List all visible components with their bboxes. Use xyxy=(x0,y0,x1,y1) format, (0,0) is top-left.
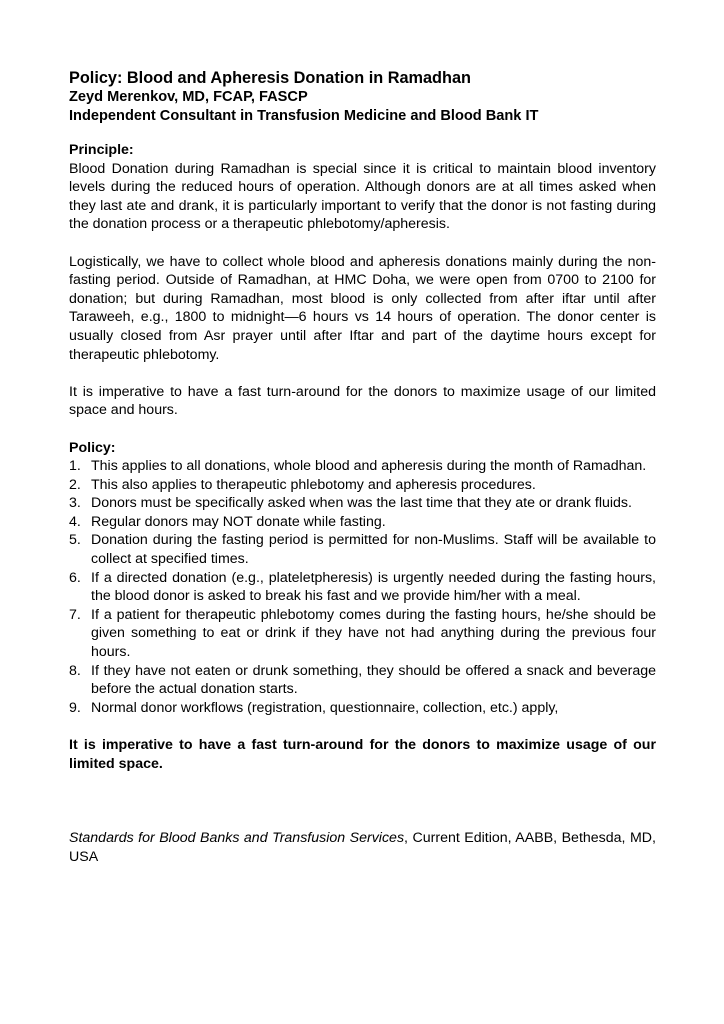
policy-item xyxy=(69,494,656,513)
item-text: If a patient for therapeutic phlebotomy comes during the fasting hours, he/she should be given something to eat or drink if they have not had anything during the previous four hours. xyxy=(91,606,656,661)
item-number: 4. xyxy=(69,513,81,530)
item-number: 1. xyxy=(69,458,81,475)
policy-item xyxy=(69,531,656,568)
policy-item xyxy=(69,569,656,606)
policy-item xyxy=(69,699,656,718)
item-number: 8. xyxy=(69,662,81,679)
policy-item xyxy=(69,513,656,532)
reference-citation xyxy=(69,829,656,866)
item-text: Donation during the fasting period is permitted for non-Muslims. Staff will be available to collect at specified times. xyxy=(91,532,656,568)
policy-list xyxy=(69,457,656,717)
item-text: Regular donors may NOT donate while fasting. xyxy=(91,513,386,530)
reference-details: , Current Edition, AABB, Bethesda, MD, USA xyxy=(69,829,656,865)
principle-paragraph-1: Blood Donation during Ramadhan is special since it is critical to maintain blood inventory levels during the reduced hours of operation. Although donors are at all times asked when they last ate and drank, it is particularly important to verify that the donor is not fasting during the donation process or a therapeutic phlebotomy/apheresis. xyxy=(69,160,656,233)
item-text: This applies to all donations, whole blood and apheresis during the month of Ramadhan. xyxy=(91,458,647,475)
item-number: 9. xyxy=(69,699,81,716)
principle-paragraph-2: Logistically, we have to collect whole blood and apheresis donations mainly during the non-fasting period. Outside of Ramadhan, at HMC Doha, we were open from 0700 to 2100 for donation; but during Ramadhan, most blood is only collected from after iftar until after Taraweeh, e.g., 1800 to midnight—6 hours vs 14 hours of operation. The donor center is usually closed from Asr prayer until after Iftar and part of the daytime hours except for therapeutic phlebotomy. xyxy=(69,253,656,363)
principle-heading: Principle: xyxy=(69,142,134,158)
document-title: Policy: Blood and Apheresis Donation in Ramadhan xyxy=(69,69,471,87)
item-text: Donors must be specifically asked when was the last time that they ate or drank fluids. xyxy=(91,495,632,512)
policy-item xyxy=(69,457,656,476)
item-number: 5. xyxy=(69,532,81,549)
item-number: 3. xyxy=(69,495,81,512)
document-page xyxy=(69,69,656,866)
author-line: Zeyd Merenkov, MD, FCAP, FASCP xyxy=(69,89,308,105)
policy-item xyxy=(69,606,656,662)
closing-note: It is imperative to have a fast turn-around for the donors to maximize usage of our limited space. xyxy=(69,737,656,772)
policy-item xyxy=(69,476,656,495)
item-number: 2. xyxy=(69,476,81,493)
policy-item xyxy=(69,662,656,699)
item-text: This also applies to therapeutic phlebotomy and apheresis procedures. xyxy=(91,476,536,493)
affiliation-line: Independent Consultant in Transfusion Medicine and Blood Bank IT xyxy=(69,107,539,124)
principle-paragraph-3: It is imperative to have a fast turn-around for the donors to maximize usage of our limited space and hours. xyxy=(69,383,656,419)
item-number: 6. xyxy=(69,569,81,586)
item-text: Normal donor workflows (registration, questionnaire, collection, etc.) apply, xyxy=(91,699,559,716)
item-number: 7. xyxy=(69,606,81,623)
reference-title: Standards for Blood Banks and Transfusion Services xyxy=(69,829,405,846)
policy-heading: Policy: xyxy=(69,439,116,456)
item-text: If they have not eaten or drunk something, they should be offered a snack and beverage before the actual donation starts. xyxy=(91,662,656,698)
item-text: If a directed donation (e.g., plateletpheresis) is urgently needed during the fasting hours, the blood donor is asked to break his fast and we provide him/her with a meal. xyxy=(91,569,656,605)
